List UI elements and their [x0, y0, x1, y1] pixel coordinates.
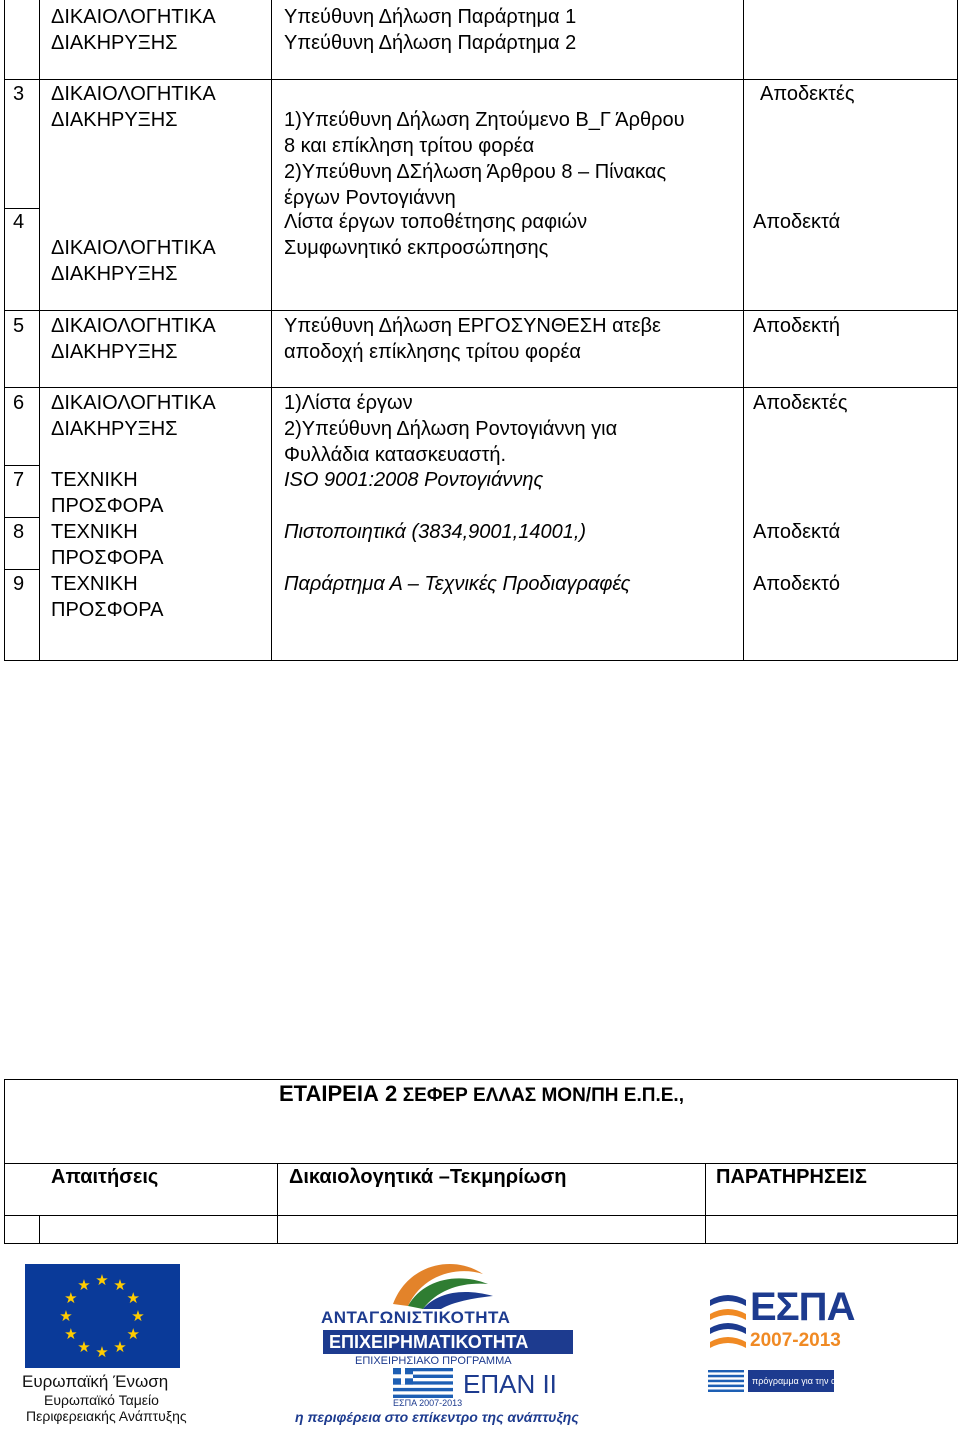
espa-small-label: ΕΣΠΑ 2007-2013	[393, 1398, 463, 1408]
greek-flag-icon	[708, 1370, 744, 1392]
row-documents: Παράρτημα Α – Τεχνικές Προδιαγραφές	[284, 573, 631, 595]
row-remark: Αποδεκτά	[753, 211, 841, 233]
eu-star-icon: ★	[77, 1338, 91, 1357]
op-label: ΕΠΙΧΕΙΡΗΣΙΑΚΟ ΠΡΟΓΡΑΜΜΑ	[355, 1355, 512, 1367]
espa-years: 2007-2013	[750, 1330, 841, 1351]
eu-star-icon: ★	[113, 1338, 127, 1357]
row-documents: Πιστοποιητικά (3834,9001,14001,)	[284, 521, 587, 543]
eu-label-2: Ευρωπαϊκό Ταμείο	[44, 1392, 159, 1408]
row-category: ΔΙΚΑΙΟΛΟΓΗΤΙΚΑ ΔΙΑΚΗΡΥΞΗΣ	[51, 83, 216, 131]
row-number: 5	[13, 315, 25, 337]
row-number: 3	[13, 83, 25, 105]
row-number: 4	[13, 211, 25, 233]
eu-star-icon: ★	[64, 1289, 78, 1307]
swirl-emblem-icon	[283, 1254, 583, 1309]
eu-label-3: Περιφερειακής Ανάπτυξης	[26, 1408, 187, 1424]
row-category: ΔΙΚΑΙΟΛΟΓΗΤΙΚΑ ΔΙΑΚΗΡΥΞΗΣ	[51, 6, 216, 54]
row-remark: Αποδεκτές	[753, 392, 848, 414]
espa-title: ΕΣΠΑ	[750, 1285, 855, 1329]
row-number: 6	[13, 392, 25, 414]
eu-star-icon: ★	[113, 1275, 127, 1294]
company-title: ΕΤΑΙΡΕΙΑ 2 ΣΕΦΕΡ ΕΛΛΑΣ ΜΟΝ/ΠΗ Ε.Π.Ε.,	[279, 1081, 684, 1106]
espa-tagline: πρόγραμμα για την ανάπτυξη	[752, 1376, 870, 1386]
header-remarks: ΠΑΡΑΤΗΡΗΣΕΙΣ	[716, 1166, 867, 1188]
row-documents: 1)Λίστα έργων 2)Υπεύθυνη Δήλωση Ροντογιάννη για Φυλλάδια κατασκευαστή.	[284, 392, 618, 466]
row-remark: Αποδεκτές	[760, 83, 855, 105]
eu-label-1: Ευρωπαϊκή Ένωση	[22, 1372, 169, 1391]
greek-flag-icon	[393, 1368, 453, 1398]
competitiveness-tagline: η περιφέρεια στο επίκεντρο της ανάπτυξης	[295, 1409, 579, 1425]
header-requirements: Απαιτήσεις	[51, 1166, 159, 1188]
eu-star-icon: ★	[126, 1289, 140, 1307]
row-category: ΤΕΧΝΙΚΗ ΠΡΟΣΦΟΡΑ	[51, 573, 164, 621]
row-documents: Λίστα έργων τοποθέτησης ραφιών Συμφωνητικό εκπροσώπησης	[284, 211, 588, 259]
row-remark: Αποδεκτά	[753, 521, 841, 543]
row-remark: Αποδεκτό	[753, 573, 841, 595]
eu-star-icon: ★	[95, 1271, 109, 1289]
epan-label: ΕΠΑΝ ΙΙ	[463, 1369, 557, 1399]
row-documents: Υπεύθυνη Δήλωση ΕΡΓΟΣΥΝΘΕΣΗ ατεβε αποδοχή επίκλησης τρίτου φορέα	[284, 315, 661, 363]
row-category: ΤΕΧΝΙΚΗ ΠΡΟΣΦΟΡΑ	[51, 521, 164, 569]
header-documentation: Δικαιολογητικά –Τεκμηρίωση	[289, 1166, 567, 1188]
espa-logo	[706, 1280, 870, 1400]
row-number: 7	[13, 469, 25, 491]
eu-star-icon: ★	[64, 1325, 78, 1343]
row-category: ΤΕΧΝΙΚΗ ΠΡΟΣΦΟΡΑ	[51, 469, 164, 517]
row-number: 9	[13, 573, 25, 595]
row-category: ΔΙΚΑΙΟΛΟΓΗΤΙΚΑ ΔΙΑΚΗΡΥΞΗΣ	[51, 392, 216, 440]
competitiveness-title: ΑΝΤΑΓΩΝΙΣΤΙΚΟΤΗΤΑ	[321, 1308, 511, 1327]
row-documents: 1)Υπεύθυνη Δήλωση Ζητούμενο Β_Γ Άρθρου 8 και επίκληση τρίτου φορέα 2)Υπεύθυνη ΔΣήλωση Άρθρου 8 – Πίνακας έργων Ροντογιάννη	[284, 109, 685, 209]
competitiveness-logo	[283, 1254, 588, 1429]
row-documents: ISO 9001:2008 Ροντογιάννης	[284, 469, 544, 491]
row-documents: Υπεύθυνη Δήλωση Παράρτημα 1 Υπεύθυνη Δήλωση Παράρτημα 2	[284, 6, 577, 54]
eu-logo	[22, 1264, 192, 1424]
row-category: ΔΙΚΑΙΟΛΟΓΗΤΙΚΑ ΔΙΑΚΗΡΥΞΗΣ	[51, 237, 216, 285]
row-category: ΔΙΚΑΙΟΛΟΓΗΤΙΚΑ ΔΙΑΚΗΡΥΞΗΣ	[51, 315, 216, 363]
row-number: 8	[13, 521, 25, 543]
row-remark: Αποδεκτή	[753, 315, 841, 337]
eu-star-icon: ★	[95, 1343, 109, 1361]
entrepreneurship-title: ΕΠΙΧΕΙΡΗΜΑΤΙΚΟΤΗΤΑ	[329, 1332, 529, 1352]
eu-star-icon: ★	[126, 1325, 140, 1343]
eu-star-icon: ★	[131, 1307, 145, 1325]
eu-star-icon: ★	[59, 1307, 73, 1325]
eu-flag-icon	[22, 1264, 182, 1374]
eu-star-icon: ★	[77, 1275, 91, 1294]
espa-wave-icon	[706, 1290, 750, 1352]
